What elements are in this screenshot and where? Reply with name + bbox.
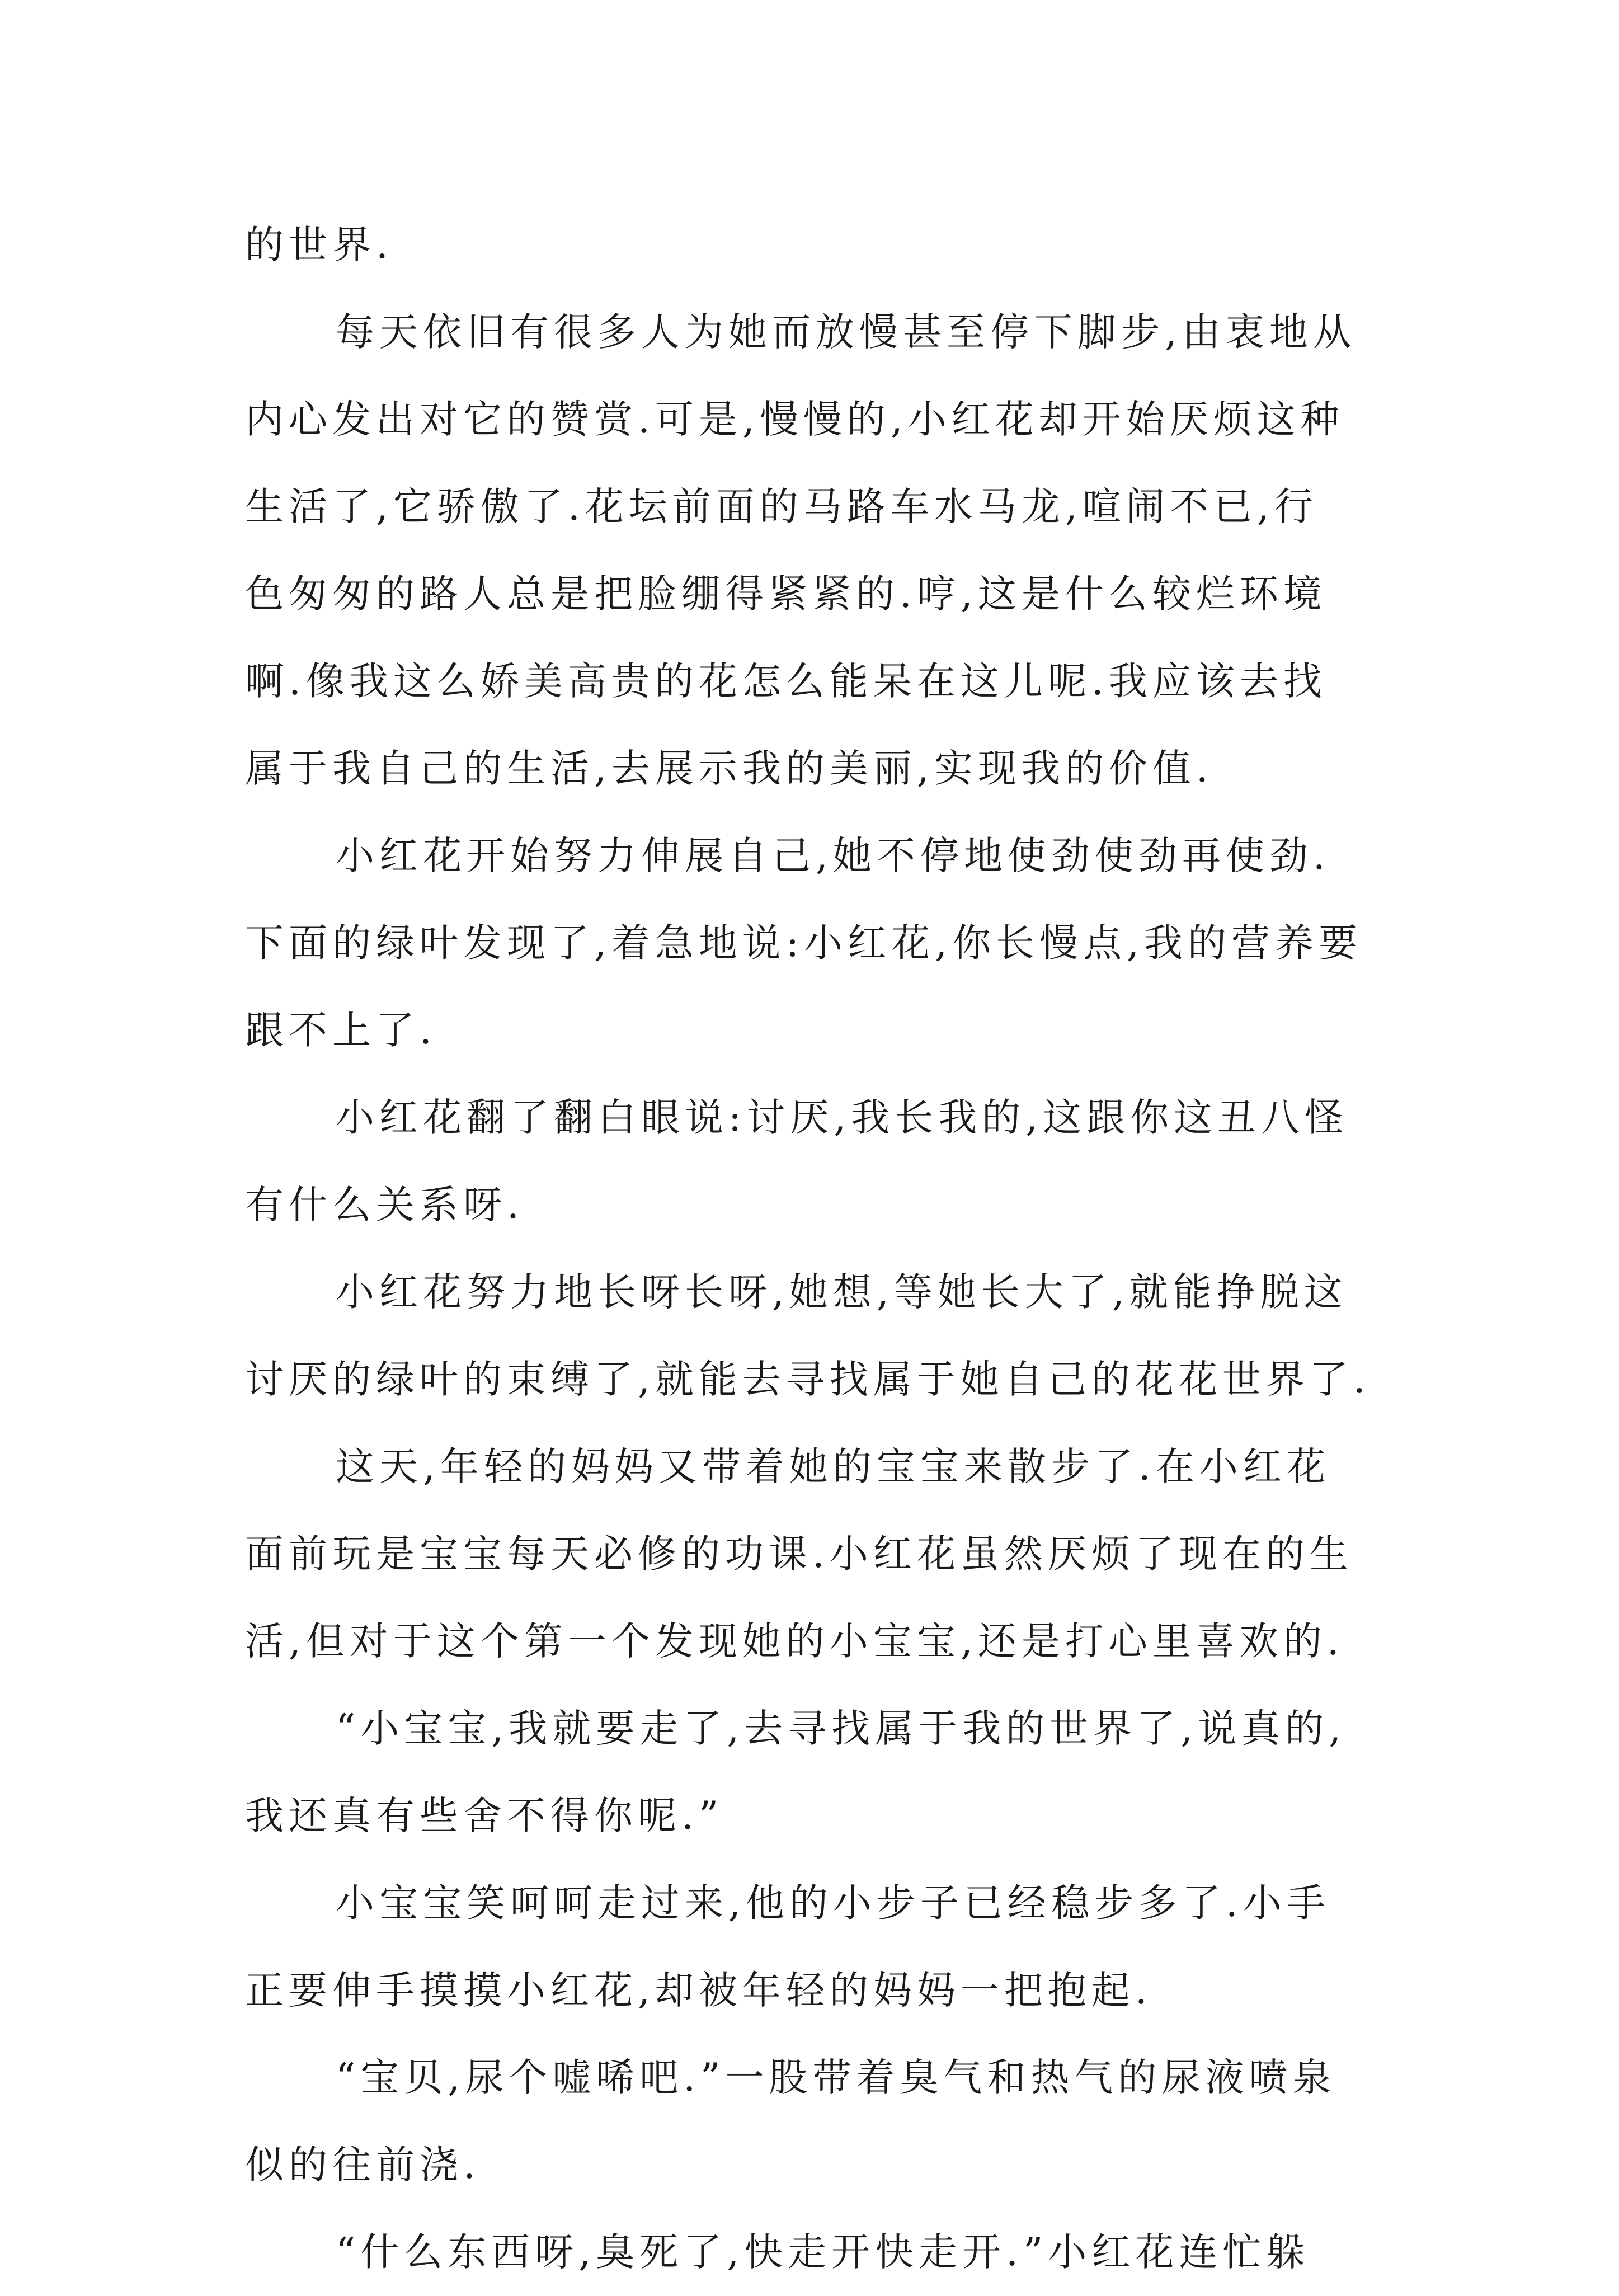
text-line: 我还真有些舍不得你呢.” [245, 1794, 724, 1838]
text-line: 似的往前浇. [245, 2143, 481, 2187]
text-line: 小红花翻了翻白眼说:讨厌,我长我的,这跟你这丑八怪 [336, 1095, 1349, 1140]
text-line: 跟不上了. [245, 1008, 437, 1053]
text-line: 面前玩是宝宝每天必修的功课.小红花虽然厌烦了现在的生 [245, 1532, 1353, 1577]
body-text [245, 201, 1381, 2296]
text-line: 活,但对于这个第一个发现她的小宝宝,还是打心里喜欢的. [245, 1619, 1344, 1664]
text-line: 有什么关系呀. [245, 1183, 524, 1227]
text-line: 啊.像我这么娇美高贵的花怎么能呆在这儿呢.我应该去找 [245, 659, 1327, 704]
text-line: 生活了,它骄傲了.花坛前面的马路车水马龙,喧闹不已,行 [245, 484, 1318, 529]
text-line: 这天,年轻的妈妈又带着她的宝宝来散步了.在小红花 [336, 1445, 1330, 1489]
text-line: 小红花开始努力伸展自己,她不停地使劲使劲再使劲. [336, 834, 1330, 878]
text-line: 小红花努力地长呀长呀,她想,等她长大了,就能挣脱这 [336, 1270, 1348, 1315]
text-line: “小宝宝,我就要走了,去寻找属于我的世界了,说真的, [336, 1706, 1347, 1751]
text-line: 属于我自己的生活,去展示我的美丽,实现我的价值. [245, 746, 1213, 791]
text-line: 正要伸手摸摸小红花,却被年轻的妈妈一把抱起. [245, 1968, 1152, 2013]
text-line: 色匆匆的路人总是把脸绷得紧紧的.哼,这是什么较烂环境 [245, 572, 1327, 617]
text-line: 每天依旧有很多人为她而放慢甚至停下脚步,由衷地从 [336, 310, 1357, 355]
text-line: “宝贝,尿个嘘唏吧.”一股带着臭气和热气的尿液喷泉 [336, 2055, 1336, 2100]
text-line: 讨厌的绿叶的束缚了,就能去寻找属于她自己的花花世界了. [245, 1357, 1371, 1402]
text-line: 下面的绿叶发现了,着急地说:小红花,你长慢点,我的营养要 [245, 921, 1363, 966]
text-line: 内心发出对它的赞赏.可是,慢慢的,小红花却开始厌烦这种 [245, 397, 1344, 442]
text-line: 的世界. [245, 223, 393, 267]
text-line: 小宝宝笑呵呵走过来,他的小步子已经稳步多了.小手 [336, 1881, 1330, 1926]
text-line: “什么东西呀,臭死了,快走开快走开.”小红花连忙躲 [336, 2230, 1310, 2275]
